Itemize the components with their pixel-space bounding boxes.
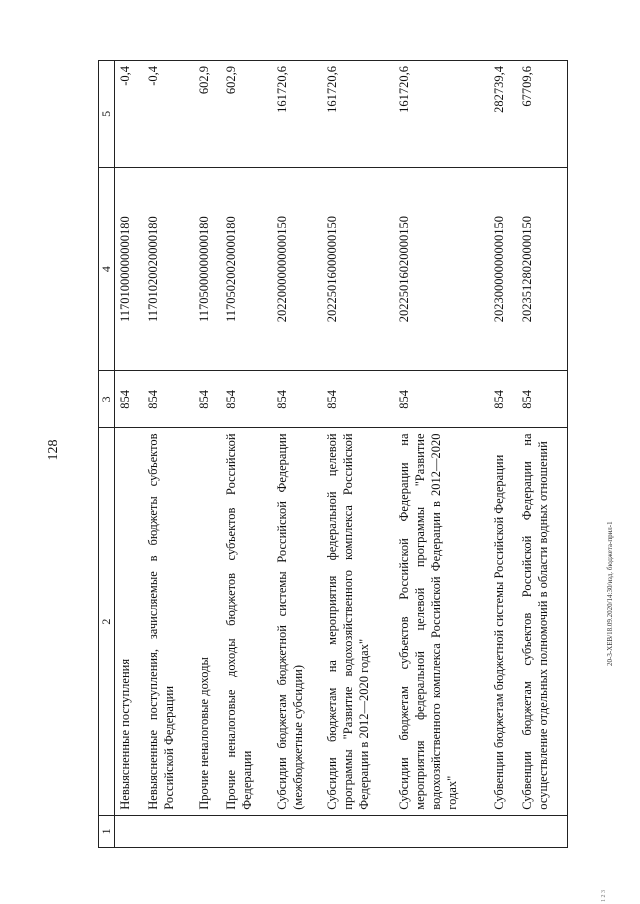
page-number: 128 xyxy=(46,439,61,461)
row-index-cell xyxy=(322,815,394,847)
row-code-cell: 854 xyxy=(143,371,193,428)
footer-mark: 1 2 3 xyxy=(601,890,607,902)
header-col-2: 2 xyxy=(99,428,115,815)
row-index-cell xyxy=(194,815,222,847)
row-name-cell: Субсидии бюджетам на мероприятия федеральной целевой программы "Развитие водохозяйственного комплекса Российской Федерации в 2012—2020 годах" xyxy=(322,428,394,815)
table-row xyxy=(394,61,489,848)
table-header-row xyxy=(99,61,115,848)
row-code-cell: 854 xyxy=(322,371,394,428)
row-kbk-cell: 11701020020000180 xyxy=(143,167,193,371)
row-code-cell: 854 xyxy=(489,371,517,428)
table-row xyxy=(143,61,193,848)
row-kbk-cell: 20225016020000150 xyxy=(394,167,489,371)
header-col-3: 3 xyxy=(99,371,115,428)
row-sum-cell: 282739,4 xyxy=(489,61,517,168)
table-row xyxy=(115,61,144,848)
row-sum-cell: -0,4 xyxy=(115,61,144,168)
budget-revenue-table xyxy=(98,60,568,848)
row-sum-cell: 67709,6 xyxy=(517,61,568,168)
table-row xyxy=(489,61,517,848)
row-name-cell: Субвенции бюджетам бюджетной системы Российской Федерации xyxy=(489,428,517,815)
table-body xyxy=(115,61,568,848)
rotated-table-frame xyxy=(98,60,568,848)
row-index-cell xyxy=(272,815,322,847)
row-kbk-cell: 20220000000000150 xyxy=(272,167,322,371)
header-col-4: 4 xyxy=(99,167,115,371)
row-sum-cell: 161720,6 xyxy=(272,61,322,168)
table-row xyxy=(517,61,568,848)
row-index-cell xyxy=(221,815,271,847)
row-kbk-cell: 20230000000000150 xyxy=(489,167,517,371)
row-name-cell: Субсидии бюджетам субъектов Российской Федерации на мероприятия федеральной целевой программы "Развитие водохозяйственного комплекса Российской Федерации в 2012—2020 годах" xyxy=(394,428,489,815)
row-code-cell: 854 xyxy=(194,371,222,428)
table-row xyxy=(221,61,271,848)
row-code-cell: 854 xyxy=(272,371,322,428)
row-code-cell: 854 xyxy=(221,371,271,428)
row-index-cell xyxy=(115,815,144,847)
row-index-cell xyxy=(143,815,193,847)
row-name-cell: Невыясненные поступления, зачисляемые в бюджеты субъектов Российской Федерации xyxy=(143,428,193,815)
rotated-table-container xyxy=(98,60,568,848)
row-code-cell: 854 xyxy=(394,371,489,428)
row-kbk-cell: 20225016000000150 xyxy=(322,167,394,371)
table-row xyxy=(194,61,222,848)
row-kbk-cell: 11705000000000180 xyxy=(194,167,222,371)
row-code-cell: 854 xyxy=(517,371,568,428)
row-code-cell: 854 xyxy=(115,371,144,428)
table-row xyxy=(272,61,322,848)
row-kbk-cell: 11705020020000180 xyxy=(221,167,271,371)
header-col-1: 1 xyxy=(99,815,115,847)
row-sum-cell: 161720,6 xyxy=(322,61,394,168)
row-index-cell xyxy=(489,815,517,847)
row-sum-cell: 602,9 xyxy=(221,61,271,168)
row-kbk-cell: 20235128020000150 xyxy=(517,167,568,371)
table-row xyxy=(322,61,394,848)
row-index-cell xyxy=(517,815,568,847)
row-name-cell: Субвенции бюджетам субъектов Российской Федерации на осуществление отдельных полномочий в области водных отношений xyxy=(517,428,568,815)
row-name-cell: Невыясненные поступления xyxy=(115,428,144,815)
row-index-cell xyxy=(394,815,489,847)
footer-code: 20-3-XEB/18.09.2020/14:30/изд. бюджета-прил-1 xyxy=(606,521,614,666)
header-col-5: 5 xyxy=(99,61,115,168)
row-sum-cell: -0,4 xyxy=(143,61,193,168)
row-name-cell: Прочие неналоговые доходы xyxy=(194,428,222,815)
row-name-cell: Субсидии бюджетам бюджетной системы Российской Федерации (межбюджетные субсидии) xyxy=(272,428,322,815)
row-name-cell: Прочие неналоговые доходы бюджетов субъектов Российской Федерации xyxy=(221,428,271,815)
row-sum-cell: 161720,6 xyxy=(394,61,489,168)
row-kbk-cell: 11701000000000180 xyxy=(115,167,144,371)
row-sum-cell: 602,9 xyxy=(194,61,222,168)
